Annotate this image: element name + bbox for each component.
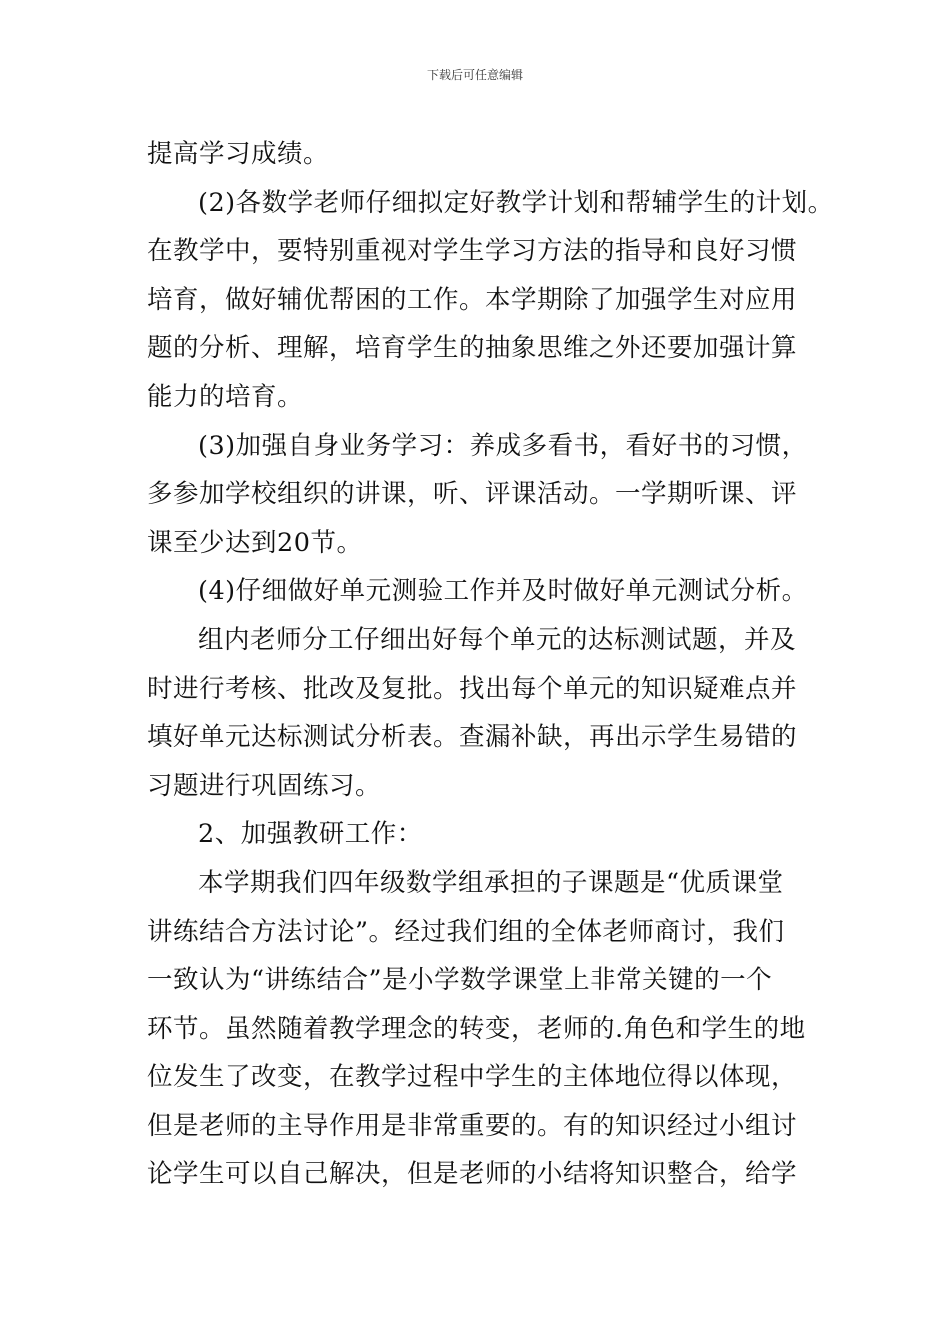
- text-line: 提高学习成绩。: [147, 139, 330, 169]
- text-line: 在教学中，要特别重视对学生学习方法的指导和良好习惯: [147, 236, 798, 267]
- text-line: (4)仔细做好单元测验工作并及时做好单元测试分析。: [198, 576, 808, 607]
- text-line: 讲练结合方法讨论”。经过我们组的全体老师商讨，我们: [147, 916, 785, 947]
- text-line: 培育，做好辅优帮困的工作。本学期除了加强学生对应用: [147, 284, 798, 315]
- text-line: 2、加强教研工作：: [198, 819, 423, 850]
- text-line: 多参加学校组织的讲课，听、评课活动。一学期听课、评: [147, 479, 798, 510]
- text-line: 时进行考核、批改及复批。找出每个单元的知识疑难点并: [147, 673, 798, 704]
- document-body: [147, 130, 834, 1199]
- page-header-note: 下载后可任意编辑: [426, 68, 523, 82]
- text-line: 位发生了改变，在教学过程中学生的主体地位得以体现，: [147, 1062, 798, 1093]
- text-line: 论学生可以自己解决，但是老师的小结将知识整合，给学: [147, 1159, 798, 1190]
- text-line: 本学期我们四年级数学组承担的子课题是“优质课堂: [198, 867, 784, 898]
- text-line: 填好单元达标测试分析表。查漏补缺，再出示学生易错的: [147, 722, 798, 753]
- text-line: 题的分析、理解，培育学生的抽象思维之外还要加强计算: [147, 333, 798, 364]
- text-line: 组内老师分工仔细出好每个单元的达标测试题，并及: [198, 624, 797, 655]
- text-line: 环节。虽然随着教学理念的转变，老师的.角色和学生的地: [147, 1013, 806, 1044]
- text-line: (3)加强自身业务学习：养成多看书，看好书的习惯，: [198, 430, 808, 461]
- text-line: 能力的培育。: [147, 381, 304, 412]
- text-line: 一致认为“讲练结合”是小学数学课堂上非常关键的一个: [147, 965, 773, 996]
- text-line: 课至少达到20节。: [147, 527, 363, 558]
- text-line: (2)各数学老师仔细拟定好教学计划和帮辅学生的计划。: [198, 187, 834, 218]
- text-line: 习题进行巩固练习。: [147, 770, 382, 801]
- text-line: 但是老师的主导作用是非常重要的。有的知识经过小组讨: [147, 1110, 798, 1141]
